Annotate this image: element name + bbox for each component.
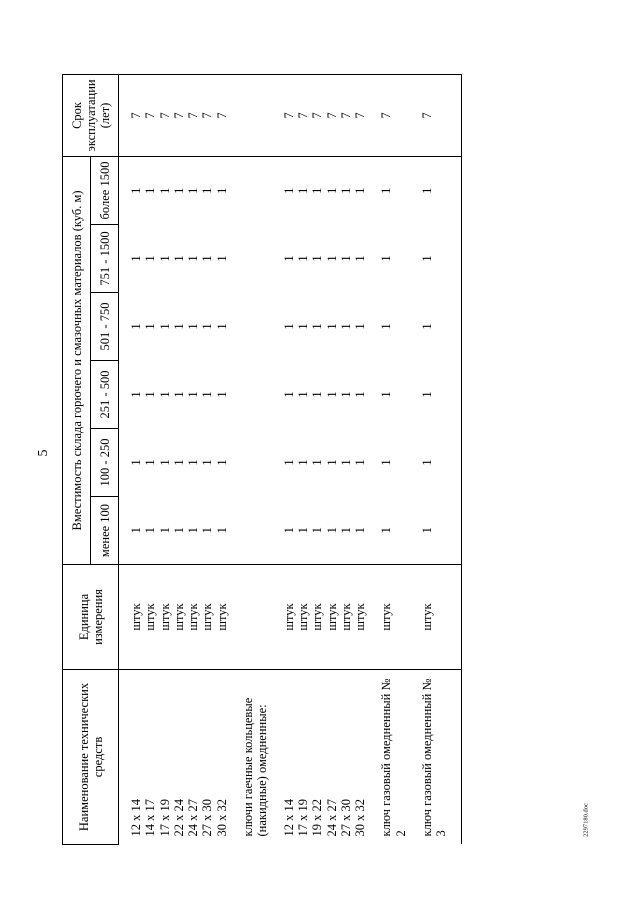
row-life: 7 [367, 74, 408, 156]
table-row [143, 74, 157, 844]
row-value: 1 [186, 323, 201, 330]
row-value: 1 [157, 255, 172, 262]
row-value: 1 [171, 527, 186, 534]
row-value: 1 [338, 391, 353, 398]
row-life: 7 [310, 74, 324, 156]
row-unit: штук [172, 565, 186, 670]
row-name: 30 х 32 [214, 799, 229, 837]
row-value: 1 [157, 527, 172, 534]
document-filename: 2297180.doc [582, 803, 590, 837]
row-unit: штук [310, 565, 324, 670]
row-life: 7 [215, 74, 229, 156]
row-unit: штук [339, 565, 353, 670]
row-value: 1 [186, 459, 201, 466]
row-value: 1 [214, 527, 229, 534]
row-value: 1 [408, 429, 461, 497]
row-life: 7 [325, 74, 339, 156]
row-value: 1 [129, 459, 143, 466]
row-value: 1 [295, 391, 310, 398]
row-value: 1 [295, 527, 310, 534]
row-value: 1 [171, 255, 186, 262]
row-value: 1 [143, 323, 158, 330]
row-unit: штук [270, 565, 296, 670]
row-name: 27 х 30 [338, 799, 353, 837]
header-range: 501 - 750 [91, 293, 119, 361]
row-unit: штук [200, 565, 214, 670]
row-value: 1 [353, 527, 368, 534]
header-range: менее 100 [91, 497, 119, 565]
row-value: 1 [200, 391, 215, 398]
row-value: 1 [379, 323, 394, 330]
row-unit: штук [325, 565, 339, 670]
row-name: 12 х 14 [129, 799, 143, 837]
row-name: 17 х 19 [295, 799, 310, 837]
row-value: 1 [324, 459, 339, 466]
row-name: 17 х 19 [157, 799, 172, 837]
row-value: 1 [310, 323, 325, 330]
table-row [353, 74, 367, 844]
row-value: 1 [129, 323, 143, 330]
row-value: 1 [408, 156, 461, 224]
row-value: 1 [338, 527, 353, 534]
row-value: 1 [143, 187, 158, 194]
row-value: 1 [200, 187, 215, 194]
row-value: 1 [200, 527, 215, 534]
table-row [296, 74, 310, 844]
row-name: 12 х 14 [281, 799, 296, 837]
row-value: 1 [324, 187, 339, 194]
row-value: 1 [310, 391, 325, 398]
row-value: 1 [157, 187, 172, 194]
row-life: 7 [270, 74, 296, 156]
row-value: 1 [281, 391, 296, 398]
table-row [367, 74, 408, 844]
row-name: 24 х 27 [186, 799, 201, 837]
row-value: 1 [143, 391, 158, 398]
row-value: 1 [200, 255, 215, 262]
table-row [119, 74, 144, 844]
row-value: 1 [324, 323, 339, 330]
row-value: 1 [310, 187, 325, 194]
row-value: 1 [171, 391, 186, 398]
row-unit: штук [296, 565, 310, 670]
row-value: 1 [353, 323, 368, 330]
header-range: 100 - 250 [91, 429, 119, 497]
row-value: 1 [295, 187, 310, 194]
row-value: 1 [171, 323, 186, 330]
row-value: 1 [295, 323, 310, 330]
row-value: 1 [281, 255, 296, 262]
row-value: 1 [281, 527, 296, 534]
row-value: 1 [200, 459, 215, 466]
table-row [310, 74, 324, 844]
row-value: 1 [129, 391, 143, 398]
table-row [186, 74, 200, 844]
row-name: ключ газовый омедненный № 2 [379, 678, 408, 837]
row-name: 14 х 17 [143, 799, 158, 837]
table-row [200, 74, 214, 844]
row-value: 1 [214, 323, 229, 330]
row-unit: штук [143, 565, 157, 670]
table-row [408, 74, 461, 844]
row-value: 1 [353, 187, 368, 194]
table-row [215, 74, 229, 844]
row-life: 7 [200, 74, 214, 156]
row-value: 1 [129, 187, 143, 194]
row-value: 1 [353, 459, 368, 466]
row-value: 1 [214, 187, 229, 194]
row-value: 1 [281, 459, 296, 466]
row-value: 1 [338, 323, 353, 330]
row-value: 1 [324, 255, 339, 262]
row-value: 1 [281, 187, 296, 194]
row-value: 1 [295, 459, 310, 466]
row-life: 7 [408, 74, 461, 156]
row-value: 1 [310, 255, 325, 262]
table-row [325, 74, 339, 844]
equipment-table [62, 74, 462, 845]
row-life: 7 [119, 74, 144, 156]
row-value: 1 [157, 459, 172, 466]
table-row [172, 74, 186, 844]
row-value: 1 [324, 391, 339, 398]
row-life: 7 [186, 74, 200, 156]
table-row [270, 74, 296, 844]
row-value: 1 [186, 527, 201, 534]
row-value: 1 [408, 497, 461, 565]
row-value: 1 [310, 527, 325, 534]
row-life: 7 [158, 74, 172, 156]
header-unit: Единица измерения [63, 565, 119, 670]
row-value: 1 [353, 391, 368, 398]
row-unit: штук [186, 565, 200, 670]
row-unit: штук [353, 565, 367, 670]
row-value: 1 [338, 187, 353, 194]
row-name: ключ газовый омедненный № 3 [408, 670, 461, 845]
row-name: 27 х 30 [200, 799, 215, 837]
header-capacity: Вместимость склада горючего и смазочных материалов (куб. м) [63, 156, 91, 564]
row-value: 1 [281, 323, 296, 330]
row-value: 1 [129, 527, 143, 534]
row-life: 7 [296, 74, 310, 156]
row-value: 1 [379, 391, 394, 398]
row-unit: штук [158, 565, 172, 670]
row-value: 1 [408, 293, 461, 361]
rotated-table-container [62, 75, 582, 845]
row-life: 7 [143, 74, 157, 156]
row-name: 19 х 22 [310, 799, 325, 837]
row-value: 1 [143, 527, 158, 534]
group-title-row [229, 74, 270, 844]
header-range: 251 - 500 [91, 361, 119, 429]
header-range: более 1500 [91, 156, 119, 224]
group-title: ключи гаечные кольцевые (накидные) омедненные: [241, 697, 270, 837]
row-value: 1 [338, 459, 353, 466]
row-value: 1 [310, 459, 325, 466]
row-value: 1 [157, 391, 172, 398]
row-value: 1 [171, 459, 186, 466]
row-value: 1 [338, 255, 353, 262]
row-value: 1 [214, 459, 229, 466]
table-row [158, 74, 172, 844]
row-value: 1 [379, 527, 394, 534]
row-value: 1 [379, 459, 394, 466]
row-value: 1 [324, 527, 339, 534]
row-value: 1 [186, 391, 201, 398]
row-value: 1 [171, 187, 186, 194]
row-value: 1 [143, 255, 158, 262]
row-name: 30 х 32 [353, 799, 368, 837]
row-life: 7 [172, 74, 186, 156]
row-unit: штук [119, 565, 144, 670]
row-value: 1 [186, 187, 201, 194]
header-service-life: Срок эксплуатации (лет) [63, 74, 119, 156]
header-name: Наименование технических средств [63, 670, 119, 845]
row-value: 1 [353, 255, 368, 262]
page-number: 5 [36, 449, 51, 457]
row-life: 7 [339, 74, 353, 156]
row-value: 1 [186, 255, 201, 262]
row-unit: штук [408, 565, 461, 670]
row-value: 1 [408, 361, 461, 429]
row-name: 24 х 27 [324, 799, 339, 837]
row-value: 1 [214, 255, 229, 262]
row-value: 1 [295, 255, 310, 262]
row-value: 1 [214, 391, 229, 398]
table-row [339, 74, 353, 844]
row-name: 22 х 24 [171, 799, 186, 837]
row-value: 1 [129, 255, 143, 262]
row-unit: штук [367, 565, 408, 670]
header-range: 751 - 1500 [91, 225, 119, 293]
row-value: 1 [408, 225, 461, 293]
row-value: 1 [143, 459, 158, 466]
row-value: 1 [157, 323, 172, 330]
row-life: 7 [353, 74, 367, 156]
row-unit: штук [215, 565, 229, 670]
row-value: 1 [379, 255, 394, 262]
row-value: 1 [200, 323, 215, 330]
row-value: 1 [379, 187, 394, 194]
